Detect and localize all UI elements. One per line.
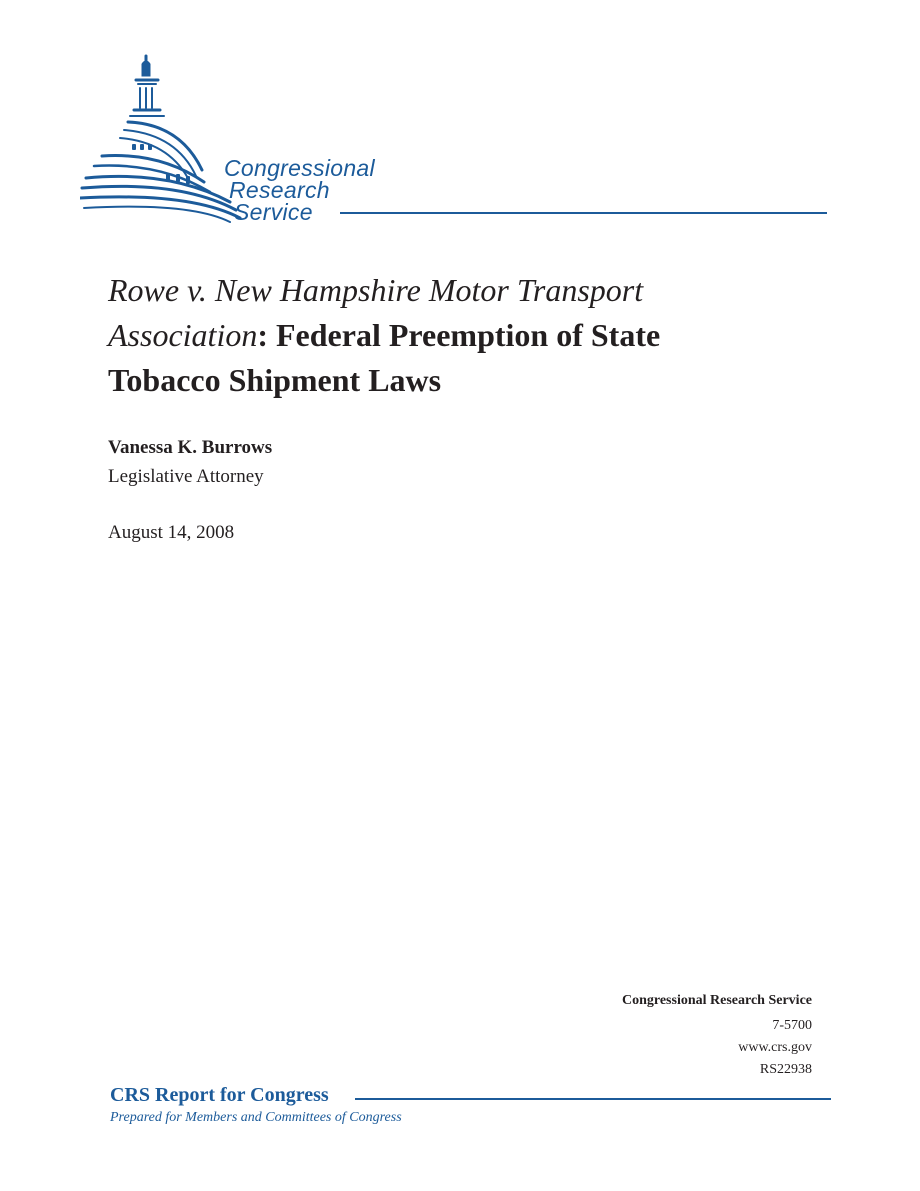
crs-org-name: Congressional Research Service (621, 993, 812, 1008)
title-subtitle-part: : Federal Preemption of State (257, 317, 661, 353)
report-title (108, 268, 808, 403)
author-role: Legislative Attorney (108, 466, 264, 487)
report-date: August 14, 2008 (108, 522, 235, 543)
author-name: Vanessa K. Burrows (108, 437, 273, 458)
crs-info-block (622, 990, 812, 1081)
footer-rule (355, 1098, 831, 1100)
logo-text-research: Research (229, 177, 330, 203)
title-italic-case-name: Rowe v. New Hampshire Motor Transport (108, 272, 644, 308)
crs-website-link[interactable]: www.crs.gov (738, 1040, 812, 1055)
footer-subtitle: Prepared for Members and Committees of Congress (110, 1110, 402, 1125)
logo-text-service: Service (234, 199, 313, 225)
footer-title: CRS Report for Congress (110, 1084, 329, 1106)
crs-report-number: RS22938 (759, 1062, 812, 1077)
logo-text-congressional: Congressional (224, 155, 375, 181)
crs-phone: 7-5700 (772, 1018, 812, 1033)
header-rule (340, 212, 827, 214)
title-subtitle-line2: Tobacco Shipment Laws (108, 362, 442, 398)
title-italic-association: Association (108, 317, 258, 353)
